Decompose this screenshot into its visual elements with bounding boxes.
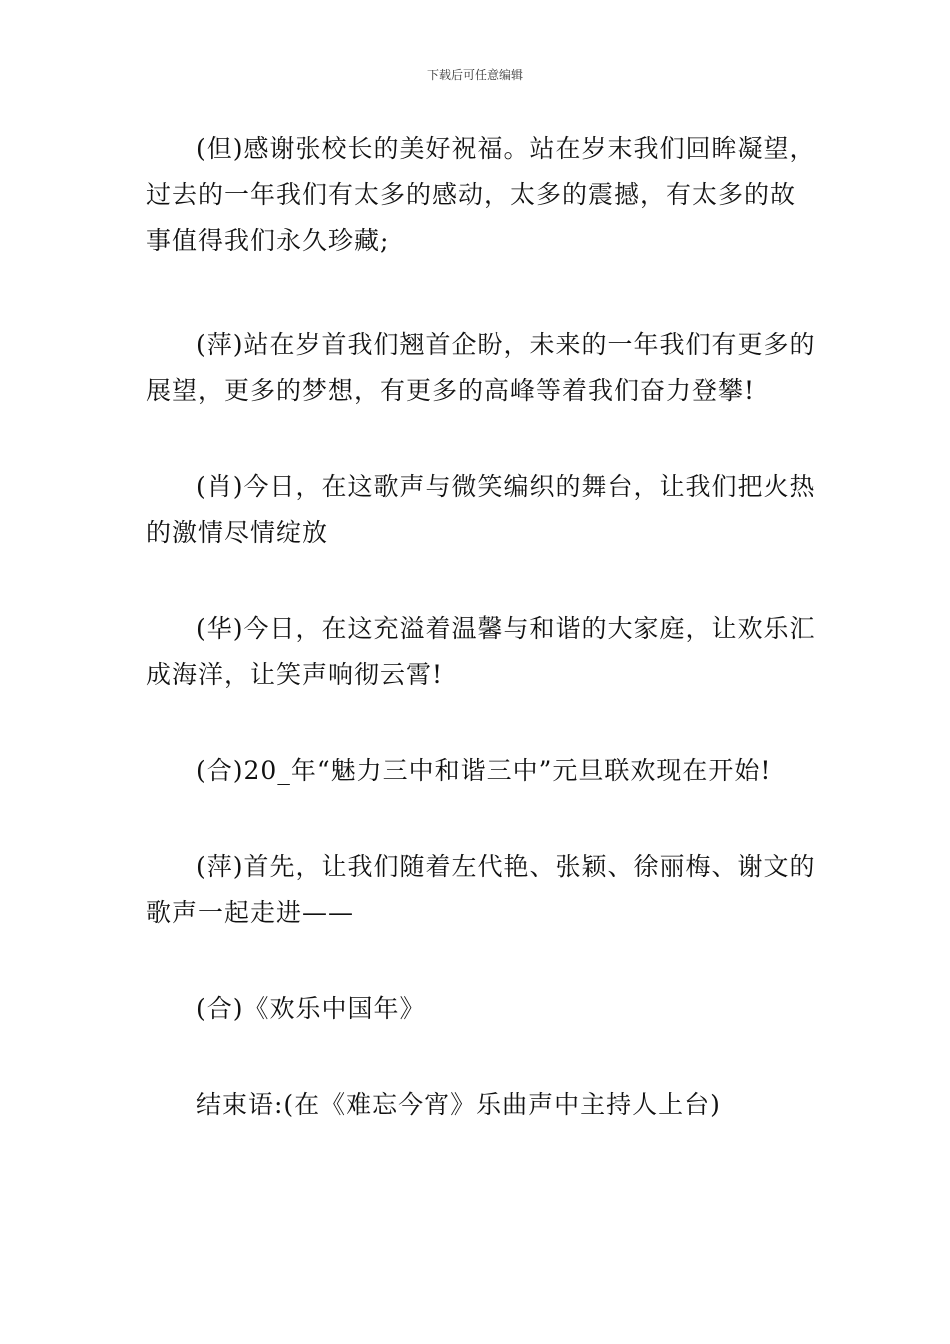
paragraph-1: (但)感谢张校长的美好祝福。站在岁末我们回眸凝望，过去的一年我们有太多的感动，太多的震撼，有太多的故事值得我们永久珍藏; <box>146 134 816 255</box>
paragraph-5: (合)20_年“魅力三中和谐三中”元旦联欢现在开始! <box>196 756 772 785</box>
paragraph-spacer <box>146 414 816 464</box>
page-header: 下载后可任意编辑 <box>426 68 523 82</box>
paragraph-4: (华)今日，在这充溢着温馨与和谐的大家庭，让欢乐汇成海洋，让笑声响彻云霄! <box>146 614 816 689</box>
paragraph-8: 结束语:(在《难忘今宵》乐曲声中主持人上台) <box>196 1090 721 1119</box>
paragraph-6: (萍)首先，让我们随着左代艳、张颖、徐丽梅、谢文的歌声一起走进—— <box>146 852 816 927</box>
paragraph-spacer <box>146 794 816 844</box>
paragraph-spacer <box>146 936 816 986</box>
paragraph-spacer <box>146 698 816 748</box>
paragraph-spacer <box>146 264 816 322</box>
paragraph-spacer <box>146 1032 816 1082</box>
paragraph-2: (萍)站在岁首我们翘首企盼，未来的一年我们有更多的展望，更多的梦想，有更多的高峰等着我们奋力登攀! <box>146 330 816 405</box>
document-body <box>146 126 816 1128</box>
paragraph-spacer <box>146 556 816 606</box>
paragraph-7: (合)《欢乐中国年》 <box>196 994 426 1023</box>
paragraph-3: (肖)今日，在这歌声与微笑编织的舞台，让我们把火热的激情尽情绽放 <box>146 472 816 547</box>
